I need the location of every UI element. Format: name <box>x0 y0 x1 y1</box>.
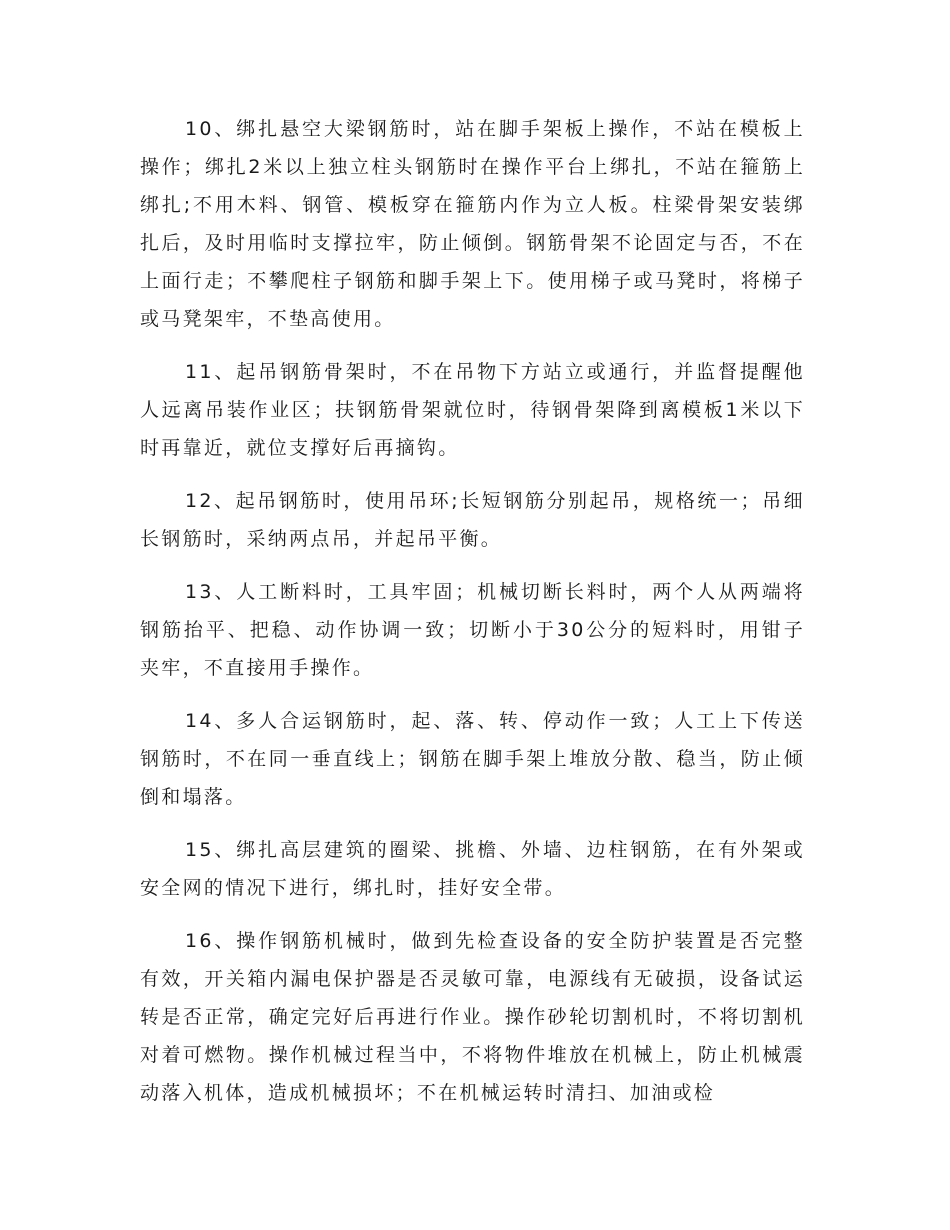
paragraph-10: 10、绑扎悬空大梁钢筋时，站在脚手架板上操作，不站在模板上操作；绑扎2米以上独立柱头钢筋时在操作平台上绑扎，不站在箍筋上绑扎;不用木料、钢管、模板穿在箍筋内作为立人板。柱梁骨架安装绑扎后，及时用临时支撑拉牢，防止倾倒。钢筋骨架不论固定与否，不在上面行走；不攀爬柱子钢筋和脚手架上下。使用梯子或马凳时，将梯子或马凳架牢，不垫高使用。 <box>140 118 805 330</box>
paragraph-14: 14、多人合运钢筋时，起、落、转、停动作一致；人工上下传送钢筋时，不在同一垂直线上；钢筋在脚手架上堆放分散、稳当，防止倾倒和塌落。 <box>140 710 805 808</box>
paragraph-15: 15、绑扎高层建筑的圈梁、挑檐、外墙、边柱钢筋，在有外架或安全网的情况下进行，绑扎时，挂好安全带。 <box>140 839 805 899</box>
document-body <box>140 110 805 1127</box>
paragraph-12: 12、起吊钢筋时，使用吊环;长短钢筋分别起吊，规格统一；吊细长钢筋时，采纳两点吊，并起吊平衡。 <box>140 490 805 550</box>
paragraph-11: 11、起吊钢筋骨架时，不在吊物下方站立或通行，并监督提醒他人远离吊装作业区；扶钢筋骨架就位时，待钢骨架降到离模板1米以下时再靠近，就位支撑好后再摘钩。 <box>140 361 805 459</box>
paragraph-16: 16、操作钢筋机械时，做到先检查设备的安全防护装置是否完整有效，开关箱内漏电保护器是否灵敏可靠，电源线有无破损，设备试运转是否正常，确定完好后再进行作业。操作砂轮切割机时，不将切割机对着可燃物。操作机械过程当中，不将物件堆放在机械上，防止机械震动落入机体，造成机械损坏；不在机械运转时清扫、加油或检 <box>140 930 805 1104</box>
paragraph-13: 13、人工断料时，工具牢固；机械切断长料时，两个人从两端将钢筋抬平、把稳、动作协调一致；切断小于30公分的短料时，用钳子夹牢，不直接用手操作。 <box>140 581 805 679</box>
